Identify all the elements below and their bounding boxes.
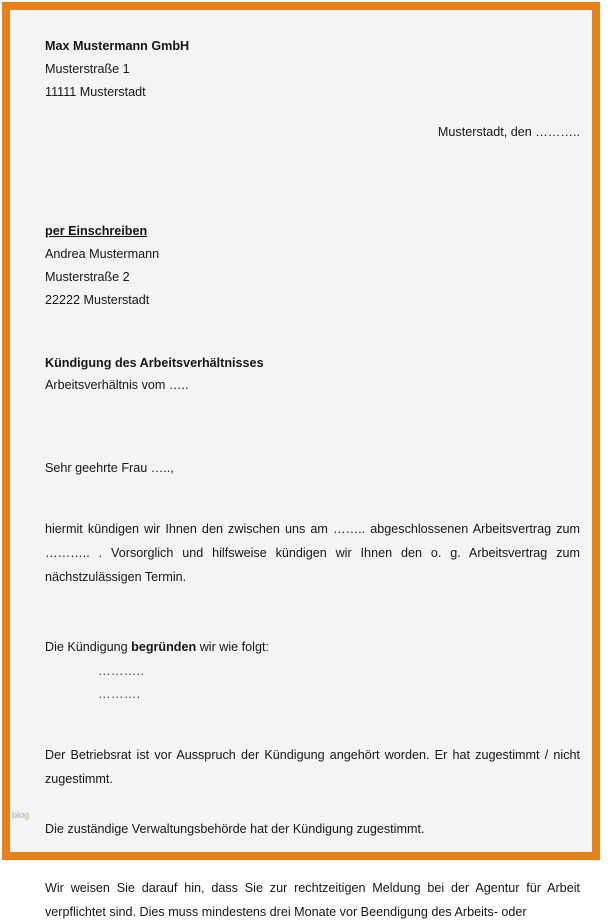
document-page bbox=[10, 10, 592, 919]
salutation: Sehr geehrte Frau ….., bbox=[45, 461, 174, 475]
subject-block bbox=[45, 353, 580, 396]
scan-artifact-part-1: blo bbox=[12, 810, 24, 820]
reason-item: ………. bbox=[98, 687, 141, 701]
sender-street: Musterstraße 1 bbox=[45, 62, 130, 76]
sender-address-block bbox=[45, 36, 580, 103]
body-paragraph-works-council: Der Betriebsrat ist vor Ausspruch der Kündigung angehört worden. Er hat zugestimmt / nicht zugestimmt. bbox=[45, 748, 580, 786]
delivery-note: per Einschreiben bbox=[45, 224, 148, 238]
scan-artifact-part-2: g bbox=[24, 810, 29, 820]
scan-artifact bbox=[12, 810, 29, 820]
reason-intro-suffix: wir wie folgt: bbox=[196, 640, 269, 654]
sender-company: Max Mustermann GmbH bbox=[45, 39, 190, 53]
body-paragraph-termination: hiermit kündigen wir Ihnen den zwischen uns am …….. abgeschlossenen Arbeitsvertrag zum ……….. . Vorsorglich und hilfsweise kündigen wir Ihnen den o. g. Arbeitsvertrag zum nächstzulässigen Termin. bbox=[45, 522, 580, 584]
reason-intro-line bbox=[45, 637, 580, 658]
recipient-address-block bbox=[45, 221, 580, 311]
subject-title: Kündigung des Arbeitsverhältnisses bbox=[45, 356, 264, 370]
reason-item: ……….. bbox=[98, 664, 145, 678]
recipient-name: Andrea Mustermann bbox=[45, 247, 160, 261]
dateline: Musterstadt, den ……….. bbox=[437, 125, 580, 139]
recipient-city: 22222 Musterstadt bbox=[45, 293, 150, 307]
reason-intro-prefix: Die Kündigung bbox=[45, 640, 132, 654]
body-paragraph-authority: Die zuständige Verwaltungsbehörde hat der Kündigung zugestimmt. bbox=[45, 822, 425, 836]
reason-items-list bbox=[45, 661, 580, 705]
sender-city: 11111 Musterstadt bbox=[45, 85, 146, 99]
letter-content bbox=[45, 10, 580, 924]
reason-intro-keyword: begründen bbox=[131, 640, 197, 654]
subject-reference: Arbeitsverhältnis vom ….. bbox=[45, 378, 189, 392]
body-paragraph-employment-agency: Wir weisen Sie darauf hin, dass Sie zur rechtzeitigen Meldung bei der Agentur für Arbeit verpflichtet sind. Dies muss mindestens drei Monate vor Beendigung des Arbeits- oder bbox=[45, 881, 580, 919]
recipient-street: Musterstraße 2 bbox=[45, 270, 130, 284]
document-page-frame bbox=[2, 2, 600, 919]
